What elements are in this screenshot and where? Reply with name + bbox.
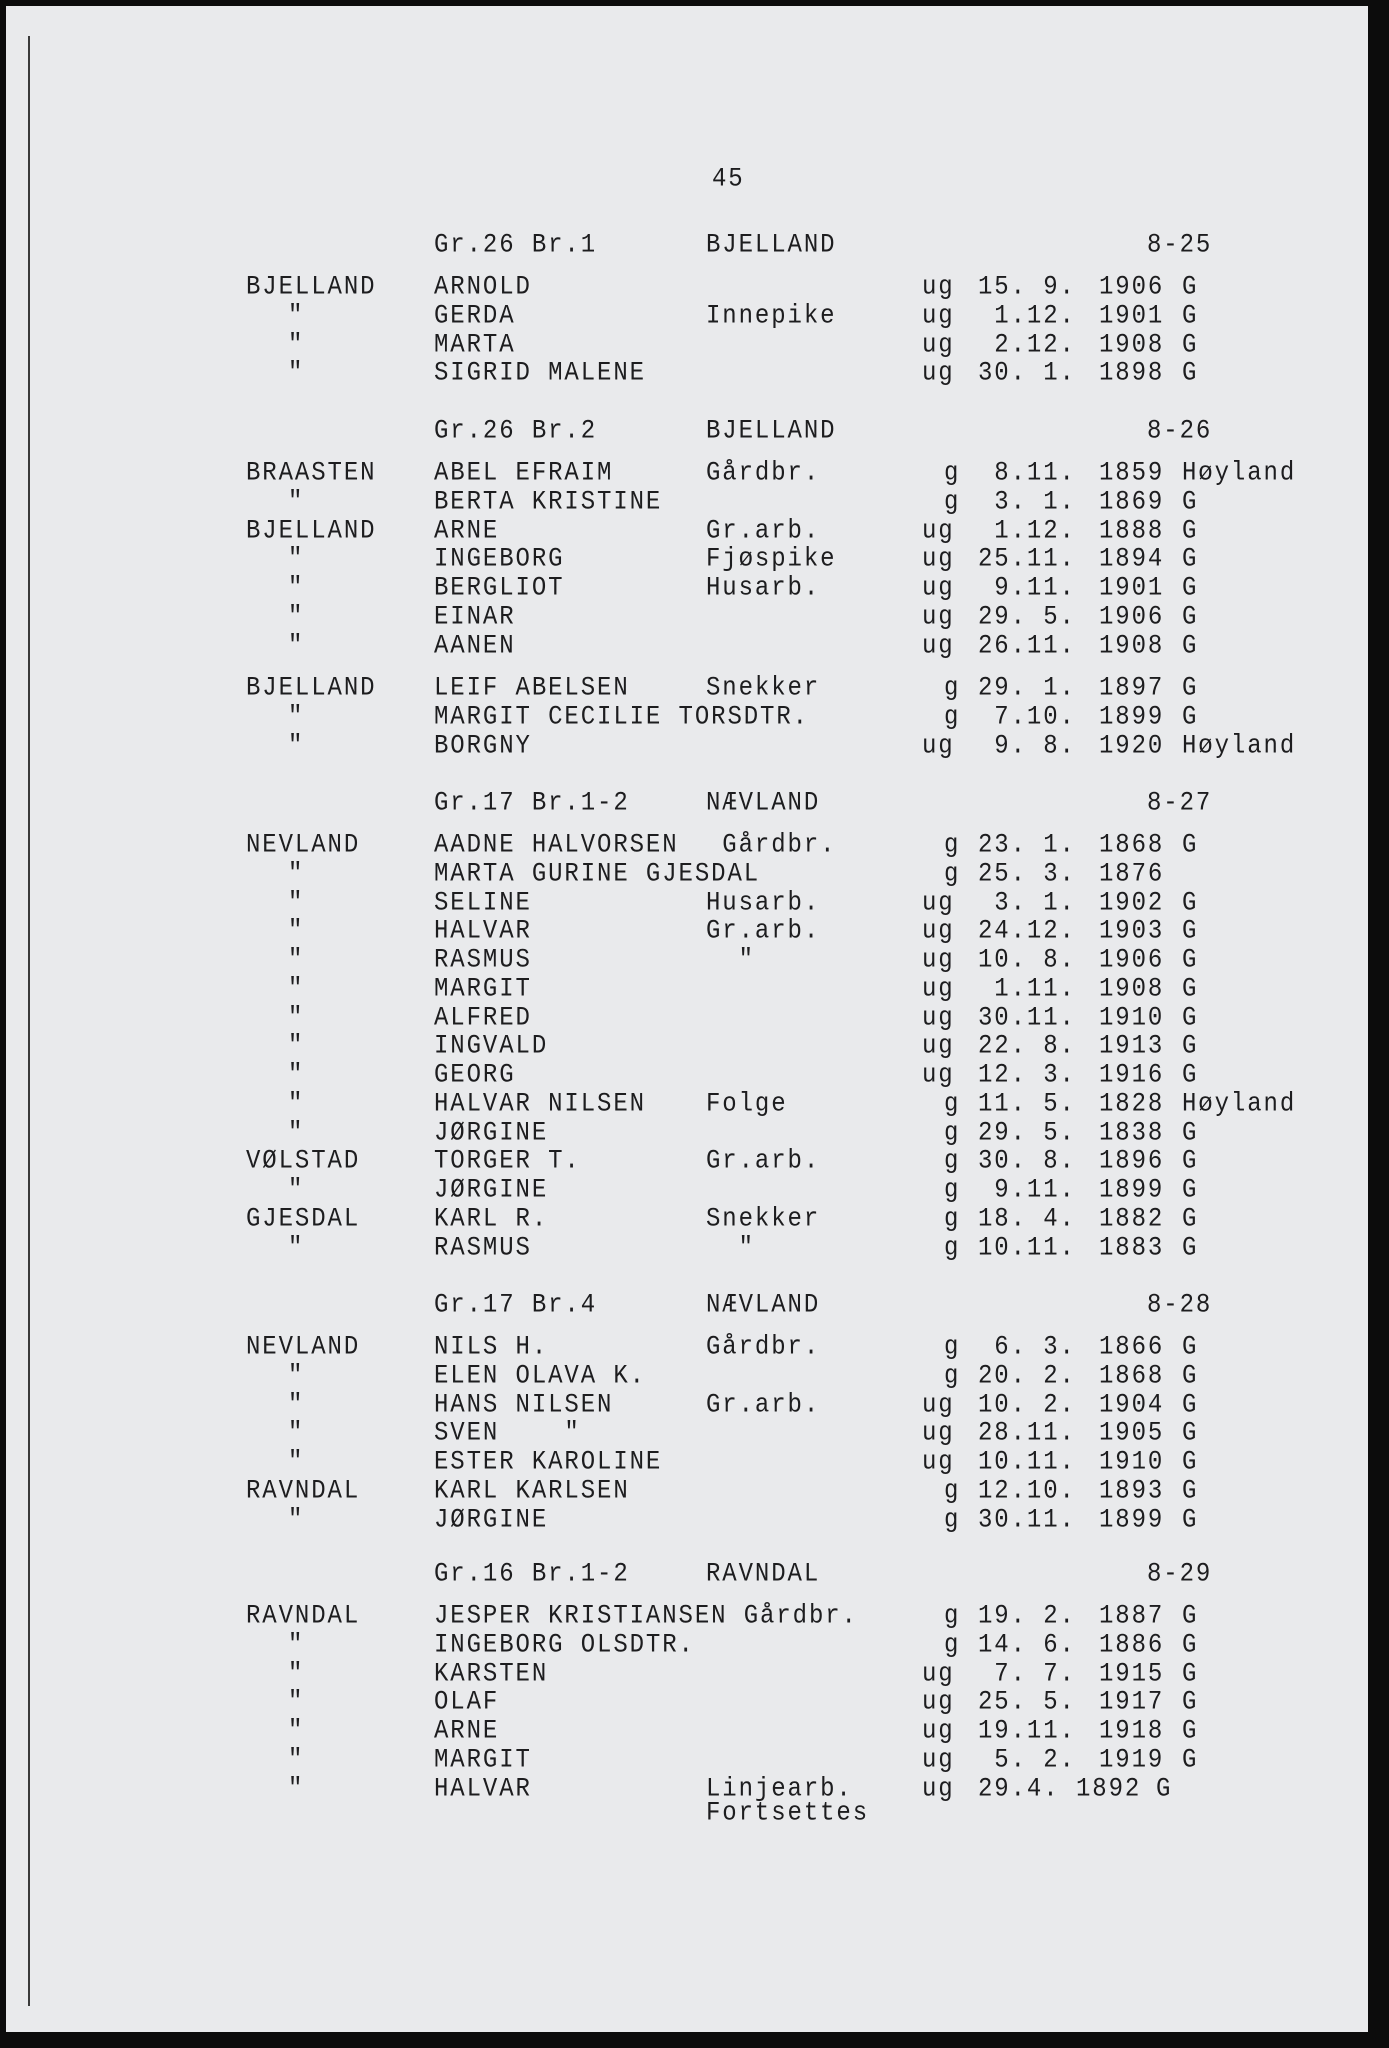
birth-date: 9.11. bbox=[978, 1175, 1076, 1206]
marital-status: g bbox=[944, 830, 961, 861]
birth-date: 10.11. bbox=[978, 1447, 1076, 1478]
marital-status: ug bbox=[922, 730, 955, 761]
birth-year: 1896 bbox=[1099, 1146, 1165, 1177]
marital-status: ug bbox=[922, 358, 955, 389]
ditto-mark: " bbox=[288, 1031, 305, 1062]
birth-year: 1869 bbox=[1099, 486, 1165, 517]
section-group: Gr.17 Br.4 bbox=[434, 1290, 598, 1321]
birth-year: 1901 bbox=[1099, 300, 1165, 331]
marital-status: g bbox=[944, 702, 961, 733]
marital-status: ug bbox=[922, 1418, 955, 1449]
birth-year: 1838 bbox=[1099, 1117, 1165, 1148]
birth-place: G bbox=[1182, 702, 1199, 733]
birth-year: 1868 bbox=[1099, 1360, 1165, 1391]
birth-place: G bbox=[1156, 1773, 1173, 1804]
marital-status: g bbox=[944, 1629, 961, 1660]
birth-date: 23. 1. bbox=[978, 830, 1076, 861]
section-farm: BJELLAND bbox=[706, 416, 837, 447]
birth-year: 1876 bbox=[1099, 858, 1165, 889]
birth-place: G bbox=[1182, 1031, 1199, 1062]
birth-date: 7. 7. bbox=[978, 1658, 1076, 1689]
footer-note: Fortsettes bbox=[706, 1798, 870, 1829]
occupation: Gr.arb. bbox=[706, 1389, 821, 1420]
birth-place: G bbox=[1182, 1744, 1199, 1775]
given-name: INGEBORG bbox=[434, 544, 565, 575]
birth-date: 29.4. bbox=[978, 1773, 1060, 1804]
given-name: MARTA GURINE GJESDAL bbox=[434, 858, 761, 889]
marital-status: ug bbox=[922, 1002, 955, 1033]
ditto-mark: " bbox=[288, 1232, 305, 1263]
section-code: 8-25 bbox=[1147, 230, 1213, 261]
birth-place: G bbox=[1182, 1418, 1199, 1449]
birth-place: G bbox=[1182, 1504, 1199, 1535]
birth-place: G bbox=[1182, 1475, 1199, 1506]
birth-year: 1917 bbox=[1099, 1687, 1165, 1718]
surname: BJELLAND bbox=[246, 673, 377, 704]
given-name: ELEN OLAVA K. bbox=[434, 1360, 646, 1391]
section-farm: BJELLAND bbox=[706, 230, 837, 261]
given-name: JESPER KRISTIANSEN Gårdbr. bbox=[434, 1601, 858, 1632]
birth-year: 1904 bbox=[1099, 1389, 1165, 1420]
marital-status: g bbox=[944, 858, 961, 889]
birth-year: 1919 bbox=[1099, 1744, 1165, 1775]
birth-year: 1915 bbox=[1099, 1658, 1165, 1689]
marital-status: ug bbox=[922, 515, 955, 546]
occupation: Folge bbox=[706, 1088, 788, 1119]
birth-year: 1920 bbox=[1099, 730, 1165, 761]
given-name: BORGNY bbox=[434, 730, 532, 761]
occupation: Gårdbr. bbox=[706, 458, 821, 489]
ditto-mark: " bbox=[288, 601, 305, 632]
marital-status: ug bbox=[922, 1744, 955, 1775]
given-name: MARTA bbox=[434, 329, 516, 360]
ditto-mark: " bbox=[288, 1658, 305, 1689]
given-name: SVEN " bbox=[434, 1418, 581, 1449]
birth-date: 29. 1. bbox=[978, 673, 1076, 704]
birth-place: G bbox=[1182, 673, 1199, 704]
birth-date: 25.11. bbox=[978, 544, 1076, 575]
marital-status: ug bbox=[922, 973, 955, 1004]
birth-year: 1903 bbox=[1099, 916, 1165, 947]
birth-place: G bbox=[1182, 1117, 1199, 1148]
given-name: HALVAR NILSEN bbox=[434, 1088, 646, 1119]
birth-date: 26.11. bbox=[978, 630, 1076, 661]
marital-status: g bbox=[944, 673, 961, 704]
given-name: ESTER KAROLINE bbox=[434, 1447, 663, 1478]
surname: NEVLAND bbox=[246, 1332, 361, 1363]
given-name: MARGIT bbox=[434, 973, 532, 1004]
marital-status: g bbox=[944, 458, 961, 489]
given-name: EINAR bbox=[434, 601, 516, 632]
ditto-mark: " bbox=[288, 1418, 305, 1449]
ditto-mark: " bbox=[288, 544, 305, 575]
section-group: Gr.17 Br.1-2 bbox=[434, 788, 630, 819]
given-name: LEIF ABELSEN bbox=[434, 673, 630, 704]
given-name: KARL KARLSEN bbox=[434, 1475, 630, 1506]
birth-year: 1887 bbox=[1099, 1601, 1165, 1632]
marital-status: ug bbox=[922, 1389, 955, 1420]
birth-date: 9. 8. bbox=[978, 730, 1076, 761]
marital-status: ug bbox=[922, 573, 955, 604]
occupation: Husarb. bbox=[706, 887, 821, 918]
birth-date: 3. 1. bbox=[978, 486, 1076, 517]
birth-year: 1916 bbox=[1099, 1060, 1165, 1091]
birth-date: 12. 3. bbox=[978, 1060, 1076, 1091]
ditto-mark: " bbox=[288, 1060, 305, 1091]
ditto-mark: " bbox=[288, 1088, 305, 1119]
marital-status: g bbox=[944, 1475, 961, 1506]
birth-date: 8.11. bbox=[978, 458, 1076, 489]
marital-status: g bbox=[944, 1601, 961, 1632]
marital-status: g bbox=[944, 486, 961, 517]
given-name: NILS H. bbox=[434, 1332, 549, 1363]
birth-year: 1905 bbox=[1099, 1418, 1165, 1449]
birth-year: 1883 bbox=[1099, 1232, 1165, 1263]
given-name: INGEBORG OLSDTR. bbox=[434, 1629, 695, 1660]
birth-year: 1893 bbox=[1099, 1475, 1165, 1506]
birth-date: 24.12. bbox=[978, 916, 1076, 947]
marital-status: ug bbox=[922, 544, 955, 575]
birth-year: 1901 bbox=[1099, 573, 1165, 604]
birth-place: G bbox=[1182, 329, 1199, 360]
birth-date: 1.12. bbox=[978, 300, 1076, 331]
birth-date: 10.11. bbox=[978, 1232, 1076, 1263]
marital-status: ug bbox=[922, 1658, 955, 1689]
surname: BJELLAND bbox=[246, 272, 377, 303]
section-farm: RAVNDAL bbox=[706, 1559, 821, 1590]
given-name: JØRGINE bbox=[434, 1175, 549, 1206]
birth-place: Høyland bbox=[1182, 458, 1297, 489]
birth-year: 1899 bbox=[1099, 1504, 1165, 1535]
birth-year: 1897 bbox=[1099, 673, 1165, 704]
marital-status: g bbox=[944, 1203, 961, 1234]
given-name: JØRGINE bbox=[434, 1504, 549, 1535]
given-name: ARNE bbox=[434, 1716, 500, 1747]
ditto-mark: " bbox=[288, 1002, 305, 1033]
occupation: Linjearb. bbox=[706, 1773, 853, 1804]
birth-date: 10. 8. bbox=[978, 945, 1076, 976]
birth-date: 9.11. bbox=[978, 573, 1076, 604]
birth-year: 1859 bbox=[1099, 458, 1165, 489]
section-code: 8-28 bbox=[1147, 1290, 1213, 1321]
surname: RAVNDAL bbox=[246, 1601, 361, 1632]
occupation: Gr.arb. bbox=[706, 916, 821, 947]
birth-date: 5. 2. bbox=[978, 1744, 1076, 1775]
birth-date: 30. 1. bbox=[978, 358, 1076, 389]
given-name: TORGER T. bbox=[434, 1146, 581, 1177]
birth-year: 1899 bbox=[1099, 702, 1165, 733]
birth-date: 29. 5. bbox=[978, 1117, 1076, 1148]
ditto-mark: " bbox=[288, 1629, 305, 1660]
marital-status: g bbox=[944, 1332, 961, 1363]
given-name: GEORG bbox=[434, 1060, 516, 1091]
given-name: SELINE bbox=[434, 887, 532, 918]
given-name: INGVALD bbox=[434, 1031, 549, 1062]
marital-status: ug bbox=[922, 945, 955, 976]
given-name: MARGIT CECILIE TORSDTR. bbox=[434, 702, 809, 733]
section-code: 8-26 bbox=[1147, 416, 1213, 447]
birth-place: Høyland bbox=[1182, 730, 1297, 761]
birth-year: 1906 bbox=[1099, 272, 1165, 303]
birth-year: 1906 bbox=[1099, 601, 1165, 632]
given-name: KARSTEN bbox=[434, 1658, 549, 1689]
ditto-mark: " bbox=[288, 486, 305, 517]
birth-place: G bbox=[1182, 573, 1199, 604]
ditto-mark: " bbox=[288, 1716, 305, 1747]
marital-status: ug bbox=[922, 1687, 955, 1718]
birth-date: 30.11. bbox=[978, 1504, 1076, 1535]
birth-date: 1.11. bbox=[978, 973, 1076, 1004]
birth-place: G bbox=[1182, 601, 1199, 632]
given-name: RASMUS bbox=[434, 1232, 532, 1263]
birth-place: G bbox=[1182, 1002, 1199, 1033]
marital-status: g bbox=[944, 1088, 961, 1119]
birth-year: 1906 bbox=[1099, 945, 1165, 976]
birth-date: 22. 8. bbox=[978, 1031, 1076, 1062]
given-name: RASMUS bbox=[434, 945, 532, 976]
occupation: Snekker bbox=[706, 673, 821, 704]
ditto-mark: " bbox=[288, 1687, 305, 1718]
birth-year: 1898 bbox=[1099, 358, 1165, 389]
birth-place: G bbox=[1182, 1332, 1199, 1363]
birth-place: G bbox=[1182, 1447, 1199, 1478]
birth-year: 1910 bbox=[1099, 1002, 1165, 1033]
surname: BJELLAND bbox=[246, 515, 377, 546]
occupation: Gr.arb. bbox=[706, 1146, 821, 1177]
birth-place: G bbox=[1182, 358, 1199, 389]
ditto-mark: " bbox=[288, 1389, 305, 1420]
birth-place: G bbox=[1182, 1060, 1199, 1091]
section-group: Gr.26 Br.1 bbox=[434, 230, 598, 261]
birth-year: 1866 bbox=[1099, 1332, 1165, 1363]
birth-date: 11. 5. bbox=[978, 1088, 1076, 1119]
birth-place: G bbox=[1182, 1389, 1199, 1420]
birth-place: G bbox=[1182, 1716, 1199, 1747]
birth-place: G bbox=[1182, 1232, 1199, 1263]
occupation: Husarb. bbox=[706, 573, 821, 604]
birth-place: Høyland bbox=[1182, 1088, 1297, 1119]
ditto-mark: " bbox=[288, 858, 305, 889]
section-code: 8-29 bbox=[1147, 1559, 1213, 1590]
occupation: Innepike bbox=[706, 300, 837, 331]
birth-date: 10. 2. bbox=[978, 1389, 1076, 1420]
marital-status: g bbox=[944, 1360, 961, 1391]
birth-date: 20. 2. bbox=[978, 1360, 1076, 1391]
birth-year: 1882 bbox=[1099, 1203, 1165, 1234]
surname: RAVNDAL bbox=[246, 1475, 361, 1506]
occupation: Snekker bbox=[706, 1203, 821, 1234]
birth-year: 1908 bbox=[1099, 329, 1165, 360]
birth-place: G bbox=[1182, 916, 1199, 947]
birth-place: G bbox=[1182, 1360, 1199, 1391]
birth-year: 1894 bbox=[1099, 544, 1165, 575]
ditto-mark: " bbox=[288, 1504, 305, 1535]
marital-status: g bbox=[944, 1504, 961, 1535]
birth-date: 28.11. bbox=[978, 1418, 1076, 1449]
birth-year: 1899 bbox=[1099, 1175, 1165, 1206]
ditto-mark: " bbox=[288, 329, 305, 360]
margin-line bbox=[28, 36, 30, 2006]
birth-date: 19. 2. bbox=[978, 1601, 1076, 1632]
birth-year: 1910 bbox=[1099, 1447, 1165, 1478]
surname: VØLSTAD bbox=[246, 1146, 361, 1177]
ditto-mark: " bbox=[288, 1360, 305, 1391]
birth-date: 25. 5. bbox=[978, 1687, 1076, 1718]
birth-year: 1868 bbox=[1099, 830, 1165, 861]
ditto-mark: " bbox=[288, 358, 305, 389]
marital-status: ug bbox=[922, 272, 955, 303]
given-name: AANEN bbox=[434, 630, 516, 661]
birth-year: 1828 bbox=[1099, 1088, 1165, 1119]
surname: BRAASTEN bbox=[246, 458, 377, 489]
birth-date: 7.10. bbox=[978, 702, 1076, 733]
ditto-mark: " bbox=[288, 702, 305, 733]
section-code: 8-27 bbox=[1147, 788, 1213, 819]
birth-place: G bbox=[1182, 945, 1199, 976]
occupation: Fjøspike bbox=[706, 544, 837, 575]
marital-status: g bbox=[944, 1146, 961, 1177]
ditto-mark: " bbox=[288, 1744, 305, 1775]
birth-date: 14. 6. bbox=[978, 1629, 1076, 1660]
birth-date: 30. 8. bbox=[978, 1146, 1076, 1177]
given-name: ARNOLD bbox=[434, 272, 532, 303]
given-name: HALVAR bbox=[434, 916, 532, 947]
marital-status: ug bbox=[922, 630, 955, 661]
birth-place: G bbox=[1182, 1629, 1199, 1660]
section-group: Gr.16 Br.1-2 bbox=[434, 1559, 630, 1590]
ditto-mark: " bbox=[288, 973, 305, 1004]
ditto-mark: " bbox=[288, 945, 305, 976]
occupation: Gårdbr. bbox=[706, 1332, 821, 1363]
marital-status: g bbox=[944, 1175, 961, 1206]
page-number: 45 bbox=[712, 164, 745, 195]
given-name: ALFRED bbox=[434, 1002, 532, 1033]
marital-status: ug bbox=[922, 329, 955, 360]
birth-place: G bbox=[1182, 1601, 1199, 1632]
marital-status: g bbox=[944, 1117, 961, 1148]
birth-year: 1886 bbox=[1099, 1629, 1165, 1660]
given-name: GERDA bbox=[434, 300, 516, 331]
given-name: BERGLIOT bbox=[434, 573, 565, 604]
occupation: Gårdbr. bbox=[706, 830, 837, 861]
birth-place: G bbox=[1182, 1687, 1199, 1718]
given-name: KARL R. bbox=[434, 1203, 549, 1234]
birth-date: 18. 4. bbox=[978, 1203, 1076, 1234]
birth-date: 1.12. bbox=[978, 515, 1076, 546]
ditto-mark: " bbox=[288, 1773, 305, 1804]
marital-status: ug bbox=[922, 601, 955, 632]
ditto-mark: " bbox=[288, 630, 305, 661]
occupation: " bbox=[706, 1232, 755, 1263]
birth-year: 1892 bbox=[1076, 1773, 1142, 1804]
birth-date: 6. 3. bbox=[978, 1332, 1076, 1363]
marital-status: g bbox=[944, 1232, 961, 1263]
section-group: Gr.26 Br.2 bbox=[434, 416, 598, 447]
marital-status: ug bbox=[922, 1773, 955, 1804]
ditto-mark: " bbox=[288, 573, 305, 604]
ditto-mark: " bbox=[288, 730, 305, 761]
marital-status: ug bbox=[922, 887, 955, 918]
marital-status: ug bbox=[922, 916, 955, 947]
surname: NEVLAND bbox=[246, 830, 361, 861]
birth-place: G bbox=[1182, 1146, 1199, 1177]
occupation: Gr.arb. bbox=[706, 515, 821, 546]
birth-year: 1913 bbox=[1099, 1031, 1165, 1062]
birth-date: 2.12. bbox=[978, 329, 1076, 360]
document-page bbox=[6, 6, 1368, 2032]
birth-year: 1902 bbox=[1099, 887, 1165, 918]
occupation: " bbox=[706, 945, 755, 976]
birth-year: 1908 bbox=[1099, 973, 1165, 1004]
given-name: SIGRID MALENE bbox=[434, 358, 646, 389]
birth-place: G bbox=[1182, 830, 1199, 861]
section-farm: NÆVLAND bbox=[706, 788, 821, 819]
marital-status: ug bbox=[922, 1031, 955, 1062]
birth-year: 1888 bbox=[1099, 515, 1165, 546]
ditto-mark: " bbox=[288, 1447, 305, 1478]
birth-place: G bbox=[1182, 272, 1199, 303]
given-name: JØRGINE bbox=[434, 1117, 549, 1148]
ditto-mark: " bbox=[288, 1175, 305, 1206]
birth-date: 25. 3. bbox=[978, 858, 1076, 889]
given-name: MARGIT bbox=[434, 1744, 532, 1775]
birth-year: 1908 bbox=[1099, 630, 1165, 661]
birth-place: G bbox=[1182, 1203, 1199, 1234]
marital-status: ug bbox=[922, 1716, 955, 1747]
given-name: AADNE HALVORSEN bbox=[434, 830, 679, 861]
ditto-mark: " bbox=[288, 1117, 305, 1148]
birth-place: G bbox=[1182, 887, 1199, 918]
surname: GJESDAL bbox=[246, 1203, 361, 1234]
birth-place: G bbox=[1182, 486, 1199, 517]
ditto-mark: " bbox=[288, 916, 305, 947]
given-name: HALVAR bbox=[434, 1773, 532, 1804]
section-farm: NÆVLAND bbox=[706, 1290, 821, 1321]
birth-place: G bbox=[1182, 1658, 1199, 1689]
ditto-mark: " bbox=[288, 300, 305, 331]
birth-place: G bbox=[1182, 515, 1199, 546]
given-name: ARNE bbox=[434, 515, 500, 546]
birth-date: 19.11. bbox=[978, 1716, 1076, 1747]
given-name: HANS NILSEN bbox=[434, 1389, 614, 1420]
birth-date: 15. 9. bbox=[978, 272, 1076, 303]
birth-date: 12.10. bbox=[978, 1475, 1076, 1506]
birth-date: 30.11. bbox=[978, 1002, 1076, 1033]
birth-date: 29. 5. bbox=[978, 601, 1076, 632]
birth-place: G bbox=[1182, 630, 1199, 661]
birth-date: 3. 1. bbox=[978, 887, 1076, 918]
birth-place: G bbox=[1182, 1175, 1199, 1206]
marital-status: ug bbox=[922, 1447, 955, 1478]
ditto-mark: " bbox=[288, 887, 305, 918]
birth-place: G bbox=[1182, 544, 1199, 575]
marital-status: ug bbox=[922, 300, 955, 331]
birth-place: G bbox=[1182, 973, 1199, 1004]
given-name: OLAF bbox=[434, 1687, 500, 1718]
birth-year: 1918 bbox=[1099, 1716, 1165, 1747]
given-name: BERTA KRISTINE bbox=[434, 486, 663, 517]
given-name: ABEL EFRAIM bbox=[434, 458, 614, 489]
birth-place: G bbox=[1182, 300, 1199, 331]
marital-status: ug bbox=[922, 1060, 955, 1091]
